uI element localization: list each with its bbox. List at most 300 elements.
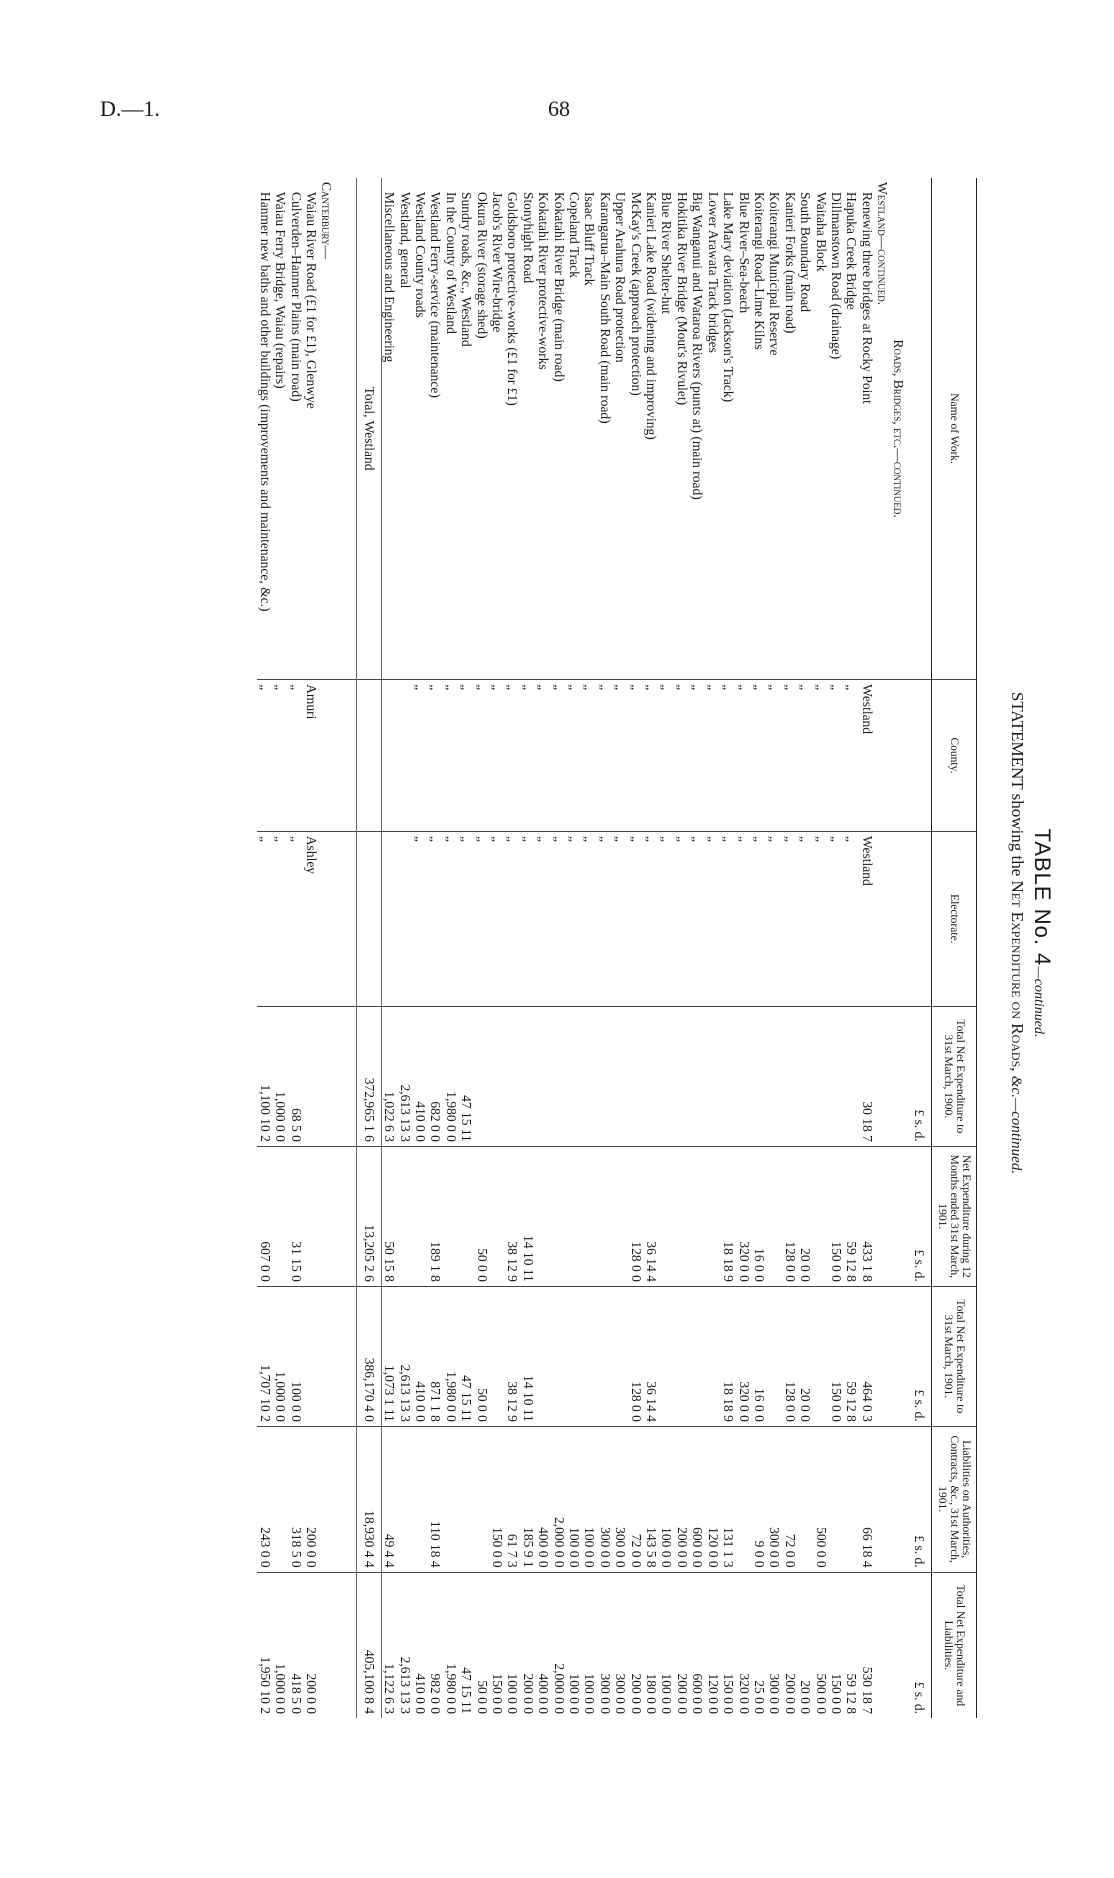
table-row <box>413 178 428 1718</box>
cell-electorate: „ <box>844 831 859 1006</box>
units-spacer <box>910 831 932 1006</box>
table-statement <box>1007 148 1027 1718</box>
table-row <box>520 178 535 1718</box>
cell-t1901: 18 18 9 <box>721 1286 736 1426</box>
cell-t1901: 1,000 0 0 <box>273 1286 288 1426</box>
table-row <box>459 178 474 1718</box>
col-header-total-liabilities: Total Net Expenditure and Liabilities. <box>932 1572 977 1718</box>
cell-net <box>304 1146 319 1286</box>
cell-total: 600 0 0 <box>690 1572 705 1718</box>
cell-total: 59 12 8 <box>844 1572 859 1718</box>
cell-liab: 150 0 0 <box>490 1426 505 1572</box>
cell-county: „ <box>767 680 782 832</box>
empty-cell <box>875 1572 890 1718</box>
cell-net <box>767 1146 782 1286</box>
table-row <box>443 178 458 1718</box>
cell-t1901 <box>613 1286 628 1426</box>
work-name: Big Wanganui and Wataroa Rivers (punts at) (main road) <box>690 192 706 500</box>
cell-total: 400 0 0 <box>536 1572 551 1718</box>
page-header <box>0 96 1114 126</box>
cell-electorate: Westland <box>859 831 874 1006</box>
cell-net <box>705 1146 720 1286</box>
work-name: South Boundary Road <box>798 192 814 312</box>
cell-liab: 49 4 4 <box>381 1426 397 1572</box>
table-row <box>767 178 782 1718</box>
cell-electorate: „ <box>613 831 628 1006</box>
statement-tail: &c.—continued. <box>1008 1075 1024 1175</box>
cell-liab: 110 18 4 <box>428 1426 443 1572</box>
col-header-electorate: Electorate. <box>932 831 977 1006</box>
empty-cell <box>334 831 357 1006</box>
cell-total: 150 0 0 <box>829 1572 844 1718</box>
cell-electorate: „ <box>443 831 458 1006</box>
empty-cell <box>890 1426 909 1572</box>
cell-t1900: 30 18 7 <box>859 1006 874 1146</box>
col-header-county: County. <box>932 680 977 832</box>
cell-liab: 300 0 0 <box>613 1426 628 1572</box>
cell-t1900 <box>767 1006 782 1146</box>
cell-liab: 100 0 0 <box>582 1426 597 1572</box>
cell-net: 20 0 0 <box>798 1146 813 1286</box>
header-row <box>932 178 977 1718</box>
cell-liab <box>273 1426 288 1572</box>
cell-t1900 <box>505 1006 520 1146</box>
cell-liab: 500 0 0 <box>813 1426 828 1572</box>
cell-t1900 <box>567 1006 582 1146</box>
cell-net <box>397 1146 412 1286</box>
work-name: McKay's Creek (approach protection) <box>628 192 644 396</box>
work-name: Blue River–Sea-beach <box>736 192 752 314</box>
table-row <box>273 178 288 1718</box>
work-name: Jacob's River Wire-bridge <box>490 192 506 333</box>
cell-total: 530 18 7 <box>859 1572 874 1718</box>
cell-total: 180 0 0 <box>644 1572 659 1718</box>
table-row <box>288 178 303 1718</box>
cell-liab <box>736 1426 751 1572</box>
work-name: Waiau River Road (£1 for £1), Glenwye <box>303 192 319 409</box>
cell-t1900 <box>675 1006 690 1146</box>
cell-liab: 66 18 4 <box>859 1426 874 1572</box>
work-name: Karangarua–Main South Road (main road) <box>597 192 613 424</box>
cell-t1901 <box>304 1286 319 1426</box>
table-row <box>705 178 720 1718</box>
westland-heading-row <box>875 178 890 1718</box>
cell-total: 100 0 0 <box>567 1572 582 1718</box>
cell-t1900 <box>782 1006 797 1146</box>
cell-county: „ <box>428 680 443 832</box>
canterbury-heading-row <box>319 178 334 1718</box>
cell-total: 300 0 0 <box>767 1572 782 1718</box>
cell-county: „ <box>844 680 859 832</box>
cell-liab: 243 0 0 <box>257 1426 272 1572</box>
cell-county: Amuri <box>304 680 319 832</box>
cell-liab: 300 0 0 <box>767 1426 782 1572</box>
work-name: Koiterangi Municipal Reserve <box>767 192 783 356</box>
cell-total: 418 5 0 <box>288 1572 303 1718</box>
cell-net <box>536 1146 551 1286</box>
col-header-total-1900: Total Net Expenditure to 31st March, 1900. <box>932 1006 977 1146</box>
empty-cell <box>334 1146 357 1286</box>
cell-county: „ <box>551 680 566 832</box>
cell-liab: 72 0 0 <box>782 1426 797 1572</box>
unit-label: £ s. d. <box>910 1426 932 1572</box>
cell-liab <box>459 1426 474 1572</box>
cell-electorate: „ <box>428 831 443 1006</box>
empty-cell <box>890 1006 909 1146</box>
cell-electorate: „ <box>288 831 303 1006</box>
cell-total: 100 0 0 <box>505 1572 520 1718</box>
cell-liab: 300 0 0 <box>597 1426 612 1572</box>
work-name: Upper Arahura Road protection <box>613 192 629 363</box>
cell-total: 120 0 0 <box>705 1572 720 1718</box>
cell-electorate: „ <box>782 831 797 1006</box>
cell-t1900 <box>597 1006 612 1146</box>
cell-t1901 <box>705 1286 720 1426</box>
cell-t1900 <box>690 1006 705 1146</box>
cell-county: „ <box>567 680 582 832</box>
cell-liab: 400 0 0 <box>536 1426 551 1572</box>
col-header-liabilities: Liabilities on Authorities, Contracts, &c., 31st March, 1901. <box>932 1426 977 1572</box>
cell-t1900: 1,980 0 0 <box>443 1006 458 1146</box>
cell-t1900 <box>582 1006 597 1146</box>
cell-electorate: „ <box>474 831 489 1006</box>
empty-cell <box>319 1006 334 1146</box>
work-name: Lower Arawata Track bridges <box>705 192 721 353</box>
cell-electorate: „ <box>644 831 659 1006</box>
cell-electorate: „ <box>257 831 272 1006</box>
work-name: Isaac Bluff Track <box>582 192 598 286</box>
cell-county: „ <box>520 680 535 832</box>
cell-electorate: „ <box>690 831 705 1006</box>
cell-t1900: 2,613 13 3 <box>397 1006 412 1146</box>
cell-t1901 <box>675 1286 690 1426</box>
empty-cell <box>319 1146 334 1286</box>
table-row <box>381 178 397 1718</box>
table-row <box>736 178 751 1718</box>
cell-t1901: 464 0 3 <box>859 1286 874 1426</box>
empty-cell <box>875 1286 890 1426</box>
cell-county: „ <box>490 680 505 832</box>
cell-county: „ <box>505 680 520 832</box>
cell-electorate: „ <box>736 831 751 1006</box>
empty-cell <box>319 831 334 1006</box>
cell-liab <box>413 1426 428 1572</box>
table-title <box>1029 148 1055 1718</box>
cell-net <box>459 1146 474 1286</box>
cell-t1900 <box>520 1006 535 1146</box>
cell-liab: 185 9 1 <box>520 1426 535 1572</box>
document-code: D.—1. <box>100 96 160 121</box>
cell-t1900 <box>474 1006 489 1146</box>
col-header-total-1901: Total Net Expenditure to 31st March, 1901. <box>932 1286 977 1426</box>
cell-t1901: 128 0 0 <box>782 1286 797 1426</box>
units-spacer <box>910 178 932 680</box>
cell-county: „ <box>752 680 767 832</box>
cell-total: 200 0 0 <box>520 1572 535 1718</box>
table-row <box>397 178 412 1718</box>
cell-net: 150 0 0 <box>829 1146 844 1286</box>
cell-net <box>551 1146 566 1286</box>
empty-cell <box>890 1146 909 1286</box>
cell-net: 433 1 8 <box>859 1146 874 1286</box>
cell-electorate: „ <box>413 831 428 1006</box>
cell-electorate: „ <box>490 831 505 1006</box>
cell-net: 18 18 9 <box>721 1146 736 1286</box>
table-row <box>859 178 874 1718</box>
unit-label: £ s. d. <box>910 1006 932 1146</box>
work-name: Goldsboro protective-works (£1 for £1) <box>505 192 521 406</box>
cell-electorate: „ <box>813 831 828 1006</box>
cell-electorate: „ <box>659 831 674 1006</box>
empty-cell <box>875 831 890 1006</box>
cell-electorate: „ <box>551 831 566 1006</box>
cell-net: 31 15 0 <box>288 1146 303 1286</box>
cell-t1900: 1,100 10 2 <box>257 1006 272 1146</box>
cell-liab: 200 0 0 <box>304 1426 319 1572</box>
cell-county: „ <box>721 680 736 832</box>
empty-cell <box>334 1572 357 1718</box>
cell-total: 20 0 0 <box>798 1572 813 1718</box>
cell-net: 189 1 8 <box>428 1146 443 1286</box>
cell-county: „ <box>288 680 303 832</box>
cell-net: 38 12 9 <box>505 1146 520 1286</box>
cell-total: 150 0 0 <box>721 1572 736 1718</box>
section-heading-row <box>890 178 909 1718</box>
cell-total: 25 0 0 <box>752 1572 767 1718</box>
empty-cell <box>357 680 381 832</box>
work-name: In the County of Westland <box>443 192 459 334</box>
cell-liab <box>443 1426 458 1572</box>
cell-t1901 <box>536 1286 551 1426</box>
canterbury-heading: Canterbury— <box>319 182 335 260</box>
empty-cell <box>890 1572 909 1718</box>
cell-electorate: „ <box>721 831 736 1006</box>
cell-t1901 <box>490 1286 505 1426</box>
cell-liab: 131 1 3 <box>721 1426 736 1572</box>
cell-county: „ <box>782 680 797 832</box>
cell-total: 50 0 0 <box>474 1572 489 1718</box>
cell-liab <box>397 1426 412 1572</box>
work-name: Renewing three bridges at Rocky Point <box>859 192 875 404</box>
empty-cell <box>357 831 381 1006</box>
table-row <box>474 178 489 1718</box>
cell-t1901: 1,707 10 2 <box>257 1286 272 1426</box>
cell-county: „ <box>257 680 272 832</box>
cell-t1900 <box>304 1006 319 1146</box>
cell-county: Westland <box>859 680 874 832</box>
units-row <box>910 178 932 1718</box>
cell-t1900 <box>736 1006 751 1146</box>
empty-cell <box>334 680 357 832</box>
cell-t1901 <box>690 1286 705 1426</box>
cell-total: 150 0 0 <box>490 1572 505 1718</box>
cell-electorate: „ <box>705 831 720 1006</box>
cell-total: 410 0 0 <box>413 1572 428 1718</box>
cell-county: „ <box>459 680 474 832</box>
cell-total: 100 0 0 <box>582 1572 597 1718</box>
cell-electorate: Ashley <box>304 831 319 1006</box>
cell-electorate: „ <box>536 831 551 1006</box>
cell-county: „ <box>659 680 674 832</box>
cell-t1901: 150 0 0 <box>829 1286 844 1426</box>
table-row <box>257 178 272 1718</box>
cell-t1900: 682 0 0 <box>428 1006 443 1146</box>
cell-liab: 200 0 0 <box>675 1426 690 1572</box>
cell-electorate: „ <box>520 831 535 1006</box>
cell-t1900: 68 5 0 <box>288 1006 303 1146</box>
cell-county: „ <box>536 680 551 832</box>
cell-net <box>613 1146 628 1286</box>
cell-net <box>443 1146 458 1286</box>
cell-total: 200 0 0 <box>304 1572 319 1718</box>
cell-county: „ <box>690 680 705 832</box>
work-name: Lake Mary deviation (Jackson's Track) <box>721 192 737 403</box>
cell-t1901: 20 0 0 <box>798 1286 813 1426</box>
cell-t1900 <box>721 1006 736 1146</box>
rotated-table-page <box>75 148 1055 1718</box>
cell-total: 2,613 13 3 <box>397 1572 412 1718</box>
cell-county: „ <box>798 680 813 832</box>
unit-label: £ s. d. <box>910 1572 932 1718</box>
cell-total: 1,980 0 0 <box>443 1572 458 1718</box>
cell-electorate: „ <box>597 831 612 1006</box>
cell-total: 200 0 0 <box>782 1572 797 1718</box>
cell-net: 14 10 11 <box>520 1146 535 1286</box>
cell-liab <box>474 1426 489 1572</box>
total-net: 13,205 2 6 <box>357 1146 381 1286</box>
work-name: Kokatahi River protective-works <box>536 192 552 370</box>
cell-county: „ <box>613 680 628 832</box>
table-row <box>490 178 505 1718</box>
cell-net <box>413 1146 428 1286</box>
cell-electorate: „ <box>582 831 597 1006</box>
cell-t1901: 100 0 0 <box>288 1286 303 1426</box>
cell-t1901 <box>582 1286 597 1426</box>
cell-t1900 <box>551 1006 566 1146</box>
empty-cell <box>890 831 909 1006</box>
empty-cell <box>334 1286 357 1426</box>
cell-t1901 <box>551 1286 566 1426</box>
cell-t1901: 410 0 0 <box>413 1286 428 1426</box>
cell-total: 320 0 0 <box>736 1572 751 1718</box>
table-row <box>844 178 859 1718</box>
cell-county: „ <box>628 680 643 832</box>
empty-cell <box>890 680 909 832</box>
cell-liab: 2,000 0 0 <box>551 1426 566 1572</box>
empty-cell <box>334 1006 357 1146</box>
cell-liab <box>829 1426 844 1572</box>
work-name: Sundry roads, &c., Westland <box>459 192 475 347</box>
work-name: Dillmanstown Road (drainage) <box>828 192 844 360</box>
cell-t1900 <box>536 1006 551 1146</box>
cell-county: „ <box>582 680 597 832</box>
cell-electorate: „ <box>567 831 582 1006</box>
cell-net <box>813 1146 828 1286</box>
cell-t1901 <box>767 1286 782 1426</box>
cell-net: 50 0 0 <box>474 1146 489 1286</box>
cell-net: 16 0 0 <box>752 1146 767 1286</box>
cell-t1900 <box>813 1006 828 1146</box>
cell-t1900 <box>659 1006 674 1146</box>
cell-electorate: „ <box>505 831 520 1006</box>
cell-county: „ <box>813 680 828 832</box>
cell-county: „ <box>474 680 489 832</box>
cell-liab: 600 0 0 <box>690 1426 705 1572</box>
empty-cell <box>875 1146 890 1286</box>
cell-electorate <box>397 831 412 1006</box>
cell-t1900 <box>705 1006 720 1146</box>
cell-net: 59 12 8 <box>844 1146 859 1286</box>
work-name: Hokitika River Bridge (Mout's Rivulet) <box>674 192 690 406</box>
cell-liab <box>798 1426 813 1572</box>
cell-electorate <box>381 831 397 1006</box>
cell-electorate: „ <box>829 831 844 1006</box>
cell-net: 128 0 0 <box>628 1146 643 1286</box>
total-t1901: 386,170 4 0 <box>357 1286 381 1426</box>
cell-t1901: 14 10 11 <box>520 1286 535 1426</box>
cell-liab: 318 5 0 <box>288 1426 303 1572</box>
unit-label: £ s. d. <box>910 1286 932 1426</box>
table-row <box>782 178 797 1718</box>
cell-net: 607 0 0 <box>257 1146 272 1286</box>
empty-cell <box>319 1572 334 1718</box>
cell-liab: 100 0 0 <box>659 1426 674 1572</box>
cell-t1900 <box>613 1006 628 1146</box>
work-name: Culverden–Hanmer Plains (main road) <box>288 192 304 402</box>
cell-net <box>597 1146 612 1286</box>
cell-net: 50 15 8 <box>381 1146 397 1286</box>
empty-cell <box>334 178 357 680</box>
cell-total: 982 0 0 <box>428 1572 443 1718</box>
table-row <box>304 178 319 1718</box>
table-row <box>798 178 813 1718</box>
cell-electorate: „ <box>675 831 690 1006</box>
cell-total: 47 15 11 <box>459 1572 474 1718</box>
empty-cell <box>875 680 890 832</box>
cell-liab: 9 0 0 <box>752 1426 767 1572</box>
cell-t1900: 410 0 0 <box>413 1006 428 1146</box>
spacer-row <box>334 178 357 1718</box>
table-row <box>597 178 612 1718</box>
work-name: Westland, general <box>397 192 413 289</box>
cell-t1900: 1,000 0 0 <box>273 1006 288 1146</box>
work-name: Koiterangi Road–Lime Kilns <box>751 192 767 350</box>
cell-total: 1,950 10 2 <box>257 1572 272 1718</box>
cell-t1901 <box>597 1286 612 1426</box>
table-row <box>582 178 597 1718</box>
cell-t1901: 38 12 9 <box>505 1286 520 1426</box>
cell-total: 300 0 0 <box>597 1572 612 1718</box>
total-label: Total, Westland <box>357 178 381 680</box>
cell-liab: 61 7 3 <box>505 1426 520 1572</box>
cell-county: „ <box>597 680 612 832</box>
cell-t1900: 47 15 11 <box>459 1006 474 1146</box>
work-name: Blue River Shelter-hut <box>659 192 675 314</box>
work-name: Hanmer new baths and other buildings (improvements and maintenance, &c.) <box>257 192 273 612</box>
cell-t1900 <box>628 1006 643 1146</box>
cell-t1901: 1,980 0 0 <box>443 1286 458 1426</box>
cell-county: „ <box>675 680 690 832</box>
cell-county: „ <box>644 680 659 832</box>
work-name: Stonyhight Road <box>520 192 536 284</box>
cell-total: 1,122 6 3 <box>381 1572 397 1718</box>
cell-t1900 <box>752 1006 767 1146</box>
cell-electorate: „ <box>459 831 474 1006</box>
cell-t1900: 1,022 6 3 <box>381 1006 397 1146</box>
empty-cell <box>875 1006 890 1146</box>
cell-electorate: „ <box>798 831 813 1006</box>
table-body <box>257 178 931 1718</box>
